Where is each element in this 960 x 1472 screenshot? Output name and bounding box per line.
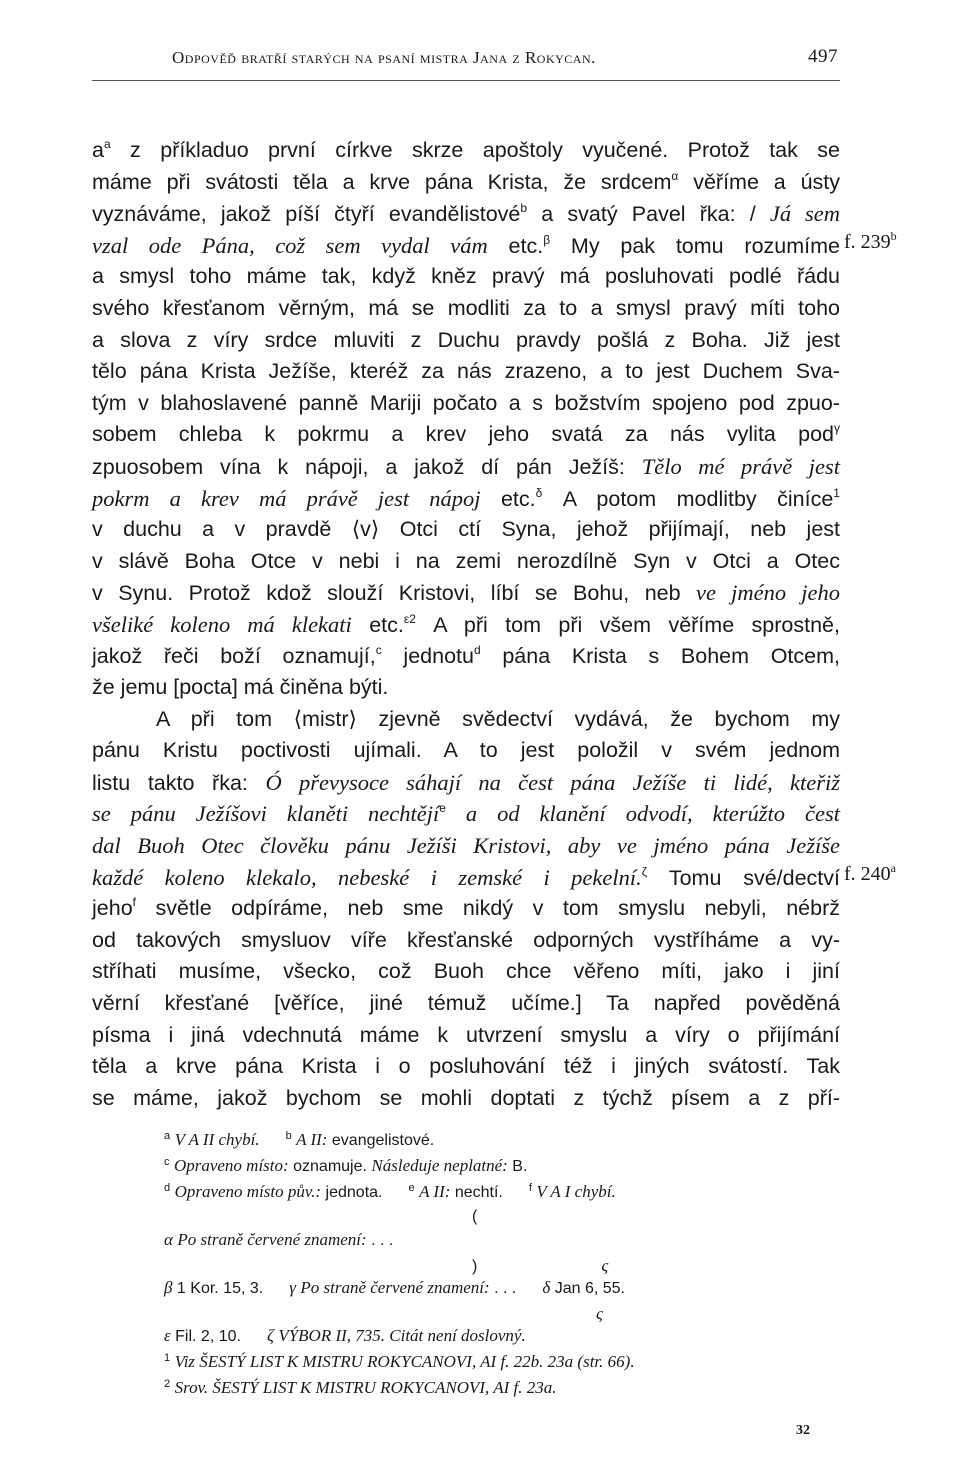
main-text	[92, 135, 840, 1114]
footnote: ε Fil. 2, 10. ζ VÝBOR II, 735. Citát není doslovný.	[164, 1326, 526, 1345]
footnote: $^1$ Viz ŠESTÝ LIST K MISTRU ROKYCANOVI, AI f. 22b. 23a (str. 66).	[164, 1352, 635, 1371]
page-number: 497	[808, 46, 838, 67]
text-line: tým v blahoslavené panně Mariji počato a s božstvím spojeno pod zpuo-	[92, 390, 840, 415]
text-line: dal Buoh Otec člověku pánu Ježíši Kristovi, aby ve jméno pána Ježíše	[92, 833, 840, 859]
footnote: α Po straně červené znamení: . . .	[164, 1230, 394, 1249]
paragraph-start: A při tom ⟨mistr⟩ zjevně svědectví vydává, že bychom my	[156, 706, 840, 731]
text-line: se máme, jakož bychom se mohli doptati z týchž písem a z pří-	[92, 1085, 840, 1110]
rubric-symbol: ς	[596, 1304, 603, 1323]
text-line: jeho$^f$ světle odpíráme, neb sme nikdý v tom smyslu nebyli, nébrž	[92, 895, 840, 921]
text-line: že jemu [pocta] má činěna býti.	[92, 675, 389, 700]
text-line: $a^a$ z příkladuo první církve skrze apoštoly vyučené. Protož tak se	[92, 137, 840, 162]
running-header	[92, 40, 840, 81]
text-line: svého křesťanom věrným, má se modliti za to a smysl pravý míti toho	[92, 295, 840, 320]
footnote: β 1 Kor. 15, 3. γ Po straně červené znamení: . . . δ Jan 6, 55.	[164, 1278, 625, 1297]
folio-marker: f. 239$^b$	[844, 229, 897, 253]
text-line: listu takto řka: Ó převysoce sáhají na čest pána Ježíše ti lidé, kteřiž	[92, 769, 840, 795]
text-line: zpuosobem vína k nápoji, a jakož dí pán Ježíš: Tělo mé právě jest	[92, 453, 840, 479]
text-line: stříhati musíme, všecko, což Buoh chce věřeno míti, jako i jiní	[92, 959, 840, 984]
text-line: jakož řeči boží oznamují,$^c$ jednotu$^d$ pána Krista s Bohem Otcem,	[92, 642, 840, 668]
footnote: $^a$ V A II chybí. $^b$ A II: evangelistové.	[164, 1130, 435, 1149]
text-line: vzal ode Pána, což sem vydal vám etc.$^\beta$ My pak tomu rozumíme	[92, 232, 840, 258]
text-line: vyznáváme, jakož píší čtyří evandělistové$^b$ a svatý Pavel řka: / Já sem	[92, 201, 840, 227]
text-line: každé koleno klekalo, nebeské i zemské i pekelní.$^\zeta$ Tomu své/dectví	[92, 864, 840, 890]
footnote: $^c$ Opraveno místo: oznamuje. Následuje neplatné: B.	[164, 1156, 528, 1175]
text-line: a smysl toho máme tak, když kněz pravý má posluhovati podlé řádu	[92, 264, 840, 289]
footnote: $^d$ Opraveno místo pův.: jednota. $^e$ A II: nechtí. $^f$ V A I chybí.	[164, 1182, 616, 1201]
text-line: se pánu Ježíšovi klaněti nechtějí$^e$ a od klanění odvodí, kterúžto čest	[92, 801, 840, 827]
folio-marker: f. 240$^a$	[844, 861, 896, 885]
text-line: písma i jiná vdechnutá máme k utvrzení smyslu a víry o přijímání	[92, 1022, 840, 1047]
rubric-symbol: (	[472, 1208, 478, 1225]
rubric-symbol: ) ς	[472, 1256, 609, 1275]
text-line: věrní křesťané [věříce, jiné témuž učíme.] Ta napřed pověděná	[92, 991, 840, 1016]
text-line: všeliké koleno má klekati etc.$^{\varepsilon 2}$ A při tom při všem věříme sprostně,	[92, 611, 840, 637]
text-line: v duchu a v pravdě ⟨v⟩ Otci ctí Syna, jehož přijímají, neb jest	[92, 517, 840, 542]
text-line: sobem chleba k pokrmu a krev jeho svatá za nás vylita pod$^\gamma$	[92, 421, 840, 447]
running-title: Odpověď bratří starých na psaní mistra Jana z Rokycan.	[172, 48, 596, 67]
text-line: v slávě Boha Otce v nebi i na zemi nerozdílně Syn v Otci a Otec	[92, 548, 840, 573]
text-line: tělo pána Krista Ježíše, kteréž za nás zrazeno, a to jest Duchem Sva-	[92, 359, 840, 384]
text-line: v Synu. Protož kdož slouží Kristovi, líbí se Bohu, neb ve jméno jeho	[92, 580, 840, 606]
text-line: máme při svátosti těla a krve pána Krista, že srdcem$^\alpha$ věříme a ústy	[92, 168, 841, 194]
text-line: a slova z víry srdce mluviti z Duchu pravdy pošlá z Boha. Již jest	[92, 327, 840, 352]
text-line: těla a krve pána Krista i o posluhování též i jiných svátostí. Tak	[92, 1054, 840, 1079]
footnote: $^2$ Srov. ŠESTÝ LIST K MISTRU ROKYCANOVI, AI f. 23a.	[164, 1378, 557, 1397]
text-line: pokrm a krev má právě jest nápoj etc.$^\delta$ A potom modlitby činíce$^1$	[92, 485, 840, 511]
text-line: pánu Kristu poctivosti ujímali. A to jest položil v svém jednom	[92, 738, 840, 763]
text-line: od takových smysluov víře křesťanské odporných vystříháme a vy-	[92, 927, 840, 952]
footnotes	[164, 1130, 864, 1404]
printer-signature: 32	[796, 1423, 810, 1438]
